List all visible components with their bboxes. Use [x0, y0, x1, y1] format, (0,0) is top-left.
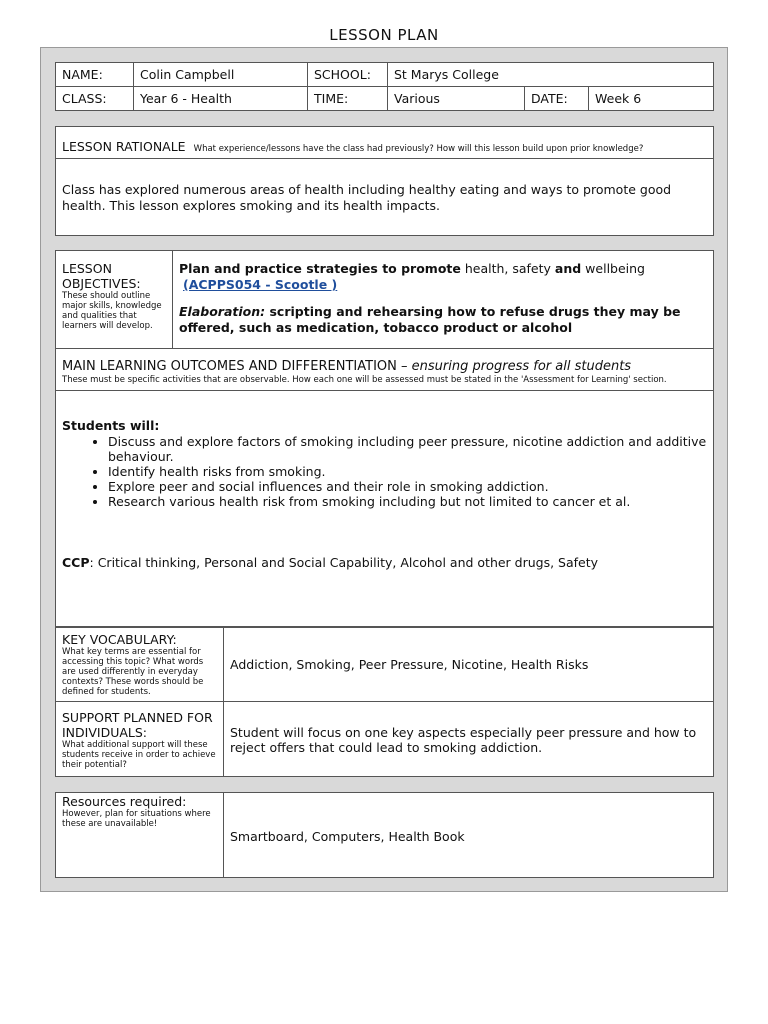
rationale-box — [55, 126, 714, 236]
support-content-cell — [224, 702, 713, 776]
resources-label-cell — [56, 793, 224, 877]
school-value: St Marys College — [388, 63, 714, 87]
outcomes-header — [56, 349, 713, 391]
objective-end: wellbeing — [581, 261, 645, 276]
time-label: TIME: — [308, 87, 388, 111]
elaboration-text: scripting and rehearsing how to refuse drugs they may be offered, such as medication, tobacco product or alcohol — [179, 304, 681, 335]
objectives-hint: These should outline major skills, knowledge and qualities that learners will develop. — [62, 291, 162, 331]
support-label-cell — [56, 702, 224, 776]
outcomes-body — [56, 391, 713, 570]
resources-heading: Resources required: — [62, 794, 187, 809]
vocab-text: Addiction, Smoking, Peer Pressure, Nicotine, Health Risks — [230, 657, 589, 672]
rationale-heading: LESSON RATIONALE — [62, 139, 186, 154]
outcomes-list — [62, 434, 707, 509]
support-text: Student will focus on one key aspects especially peer pressure and how to reject offers that could lead to smoking addiction. — [230, 725, 697, 755]
support-hint: What additional support will these students receive in order to achieve their potential? — [62, 740, 216, 770]
info-table — [55, 62, 714, 111]
support-heading: SUPPORT PLANNED FOR INDIVIDUALS: — [62, 710, 213, 740]
ccp-text: : Critical thinking, Personal and Social Capability, Alcohol and other drugs, Safety — [89, 555, 599, 570]
vocab-support-box — [55, 627, 714, 777]
resources-text: Smartboard, Computers, Health Book — [230, 829, 465, 844]
outcome-item: • Discuss and explore factors of smoking including peer pressure, nicotine addiction and additive behaviour. — [108, 434, 707, 464]
vocab-content-cell — [224, 628, 713, 702]
objectives-label-cell — [56, 251, 173, 349]
outcomes-heading-italic: ensuring progress for all students — [411, 359, 632, 374]
class-value: Year 6 - Health — [134, 87, 308, 111]
time-value: Various — [388, 87, 525, 111]
objectives-outcomes-box — [55, 250, 714, 627]
page-title: LESSON PLAN — [329, 26, 439, 44]
elaboration-label: Elaboration: — [179, 304, 266, 319]
resources-hint: However, plan for situations where these are unavailable! — [62, 809, 211, 829]
objective-strategy: Plan and practice strategies to promote — [179, 261, 461, 276]
outcome-item: • Identify health risks from smoking. — [108, 464, 707, 479]
objective-and: and — [554, 261, 582, 276]
date-value: Week 6 — [589, 87, 714, 111]
name-label: NAME: — [56, 63, 134, 87]
outcome-item: • Explore peer and social influences and their role in smoking addiction. — [108, 479, 707, 494]
outcome-item: • Research various health risk from smoking including but not limited to cancer et al. — [108, 494, 707, 509]
curriculum-code-link[interactable]: (ACPPS054 - Scootle ) — [183, 277, 338, 292]
class-label: CLASS: — [56, 87, 134, 111]
vocab-heading: KEY VOCABULARY: — [62, 632, 177, 647]
resources-content-cell — [224, 793, 713, 877]
vocab-label-cell — [56, 628, 224, 702]
outcomes-heading: MAIN LEARNING OUTCOMES AND DIFFERENTIATION – — [62, 359, 412, 374]
rationale-prompt: What experience/lessons have the class had previously? How will this lesson build upon prior knowledge? — [193, 144, 644, 154]
date-label: DATE: — [525, 87, 589, 111]
resources-box — [55, 792, 714, 878]
school-label: SCHOOL: — [308, 63, 388, 87]
name-value: Colin Campbell — [134, 63, 308, 87]
vocab-hint: What key terms are essential for accessing this topic? What words are used differently in everyday contexts? These words should be defined for students. — [62, 647, 204, 697]
objectives-heading: LESSON OBJECTIVES: — [62, 261, 141, 291]
students-will-label: Students will: — [62, 418, 160, 433]
ccp-label: CCP — [62, 555, 90, 570]
outcomes-hint: These must be specific activities that are observable. How each one will be assessed must be stated in the 'Assessment for Learning' section. — [62, 375, 667, 385]
objective-focus: health, safety — [460, 261, 555, 276]
objectives-content-cell — [173, 251, 713, 349]
rationale-text: Class has explored numerous areas of health including healthy eating and ways to promote good health. This lesson explores smoking and its health impacts. — [62, 182, 672, 213]
